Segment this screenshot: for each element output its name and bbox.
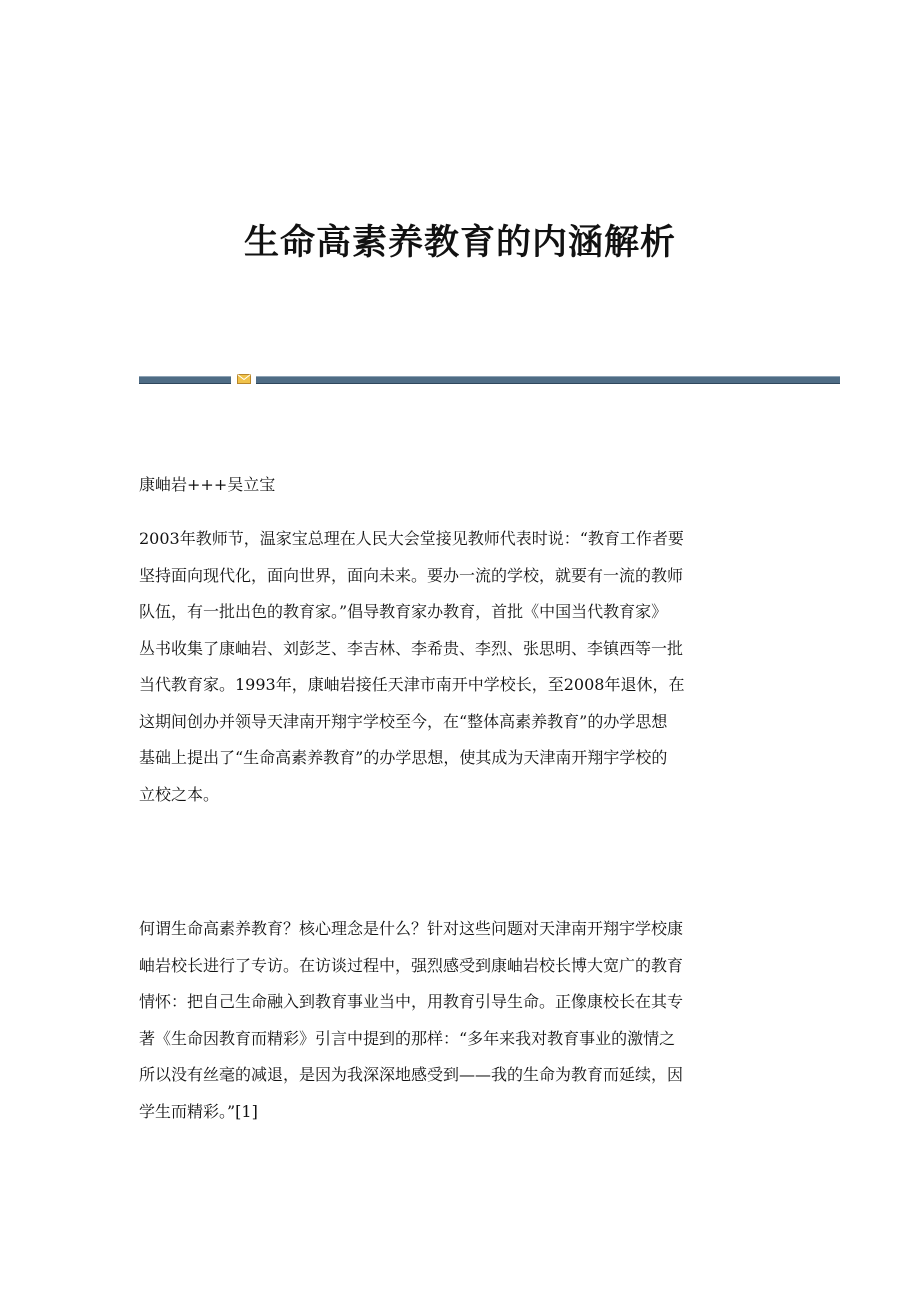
author-line: 康岫岩+++吴立宝 (139, 475, 276, 494)
paragraph-line: 这期间创办并领导天津南开翔宇学校至今，在“整体高素养教育”的办学思想 (139, 711, 668, 731)
paragraph-line: 立校之本。 (139, 784, 220, 804)
title-divider (139, 374, 840, 384)
divider-bar-right (256, 376, 840, 384)
paragraph-line: 情怀：把自己生命融入到教育事业当中，用教育引导生命。正像康校长在其专 (139, 992, 684, 1011)
paragraph-line: 何谓生命高素养教育？核心理念是什么？针对这些问题对天津南开翔宇学校康 (139, 919, 684, 938)
paragraph-line: 2003年教师节，温家宝总理在人民大会堂接见教师代表时说：“教育工作者要 (139, 529, 684, 548)
paragraph-1 (139, 521, 779, 813)
envelope-icon (237, 374, 251, 384)
paragraph-2 (139, 911, 779, 1130)
paragraph-line: 基础上提出了“生命高素养教育”的办学思想，使其成为天津南开翔宇学校的 (139, 748, 668, 767)
paragraph-line: 岫岩校长进行了专访。在访谈过程中，强烈感受到康岫岩校长博大宽广的教育 (139, 955, 684, 975)
paragraph-line: 著《生命因教育而精彩》引言中提到的那样：“多年来我对教育事业的激情之 (139, 1028, 676, 1048)
paragraph-line: 所以没有丝毫的减退，是因为我深深地感受到——我的生命为教育而延续，因 (139, 1065, 684, 1084)
divider-bar-left (139, 376, 231, 384)
paragraph-line: 学生而精彩。”[1] (139, 1101, 258, 1121)
paragraph-line: 当代教育家。1993年，康岫岩接任天津市南开中学校长，至2008年退休，在 (139, 675, 685, 694)
paragraph-line: 丛书收集了康岫岩、刘彭芝、李吉林、李希贵、李烈、张思明、李镇西等一批 (139, 638, 684, 658)
paragraph-line: 队伍，有一批出色的教育家。”倡导教育家办教育，首批《中国当代教育家》 (139, 602, 668, 621)
paragraph-line: 坚持面向现代化，面向世界，面向未来。要办一流的学校，就要有一流的教师 (139, 565, 684, 585)
document-title: 生命高素养教育的内涵解析 (243, 222, 676, 263)
